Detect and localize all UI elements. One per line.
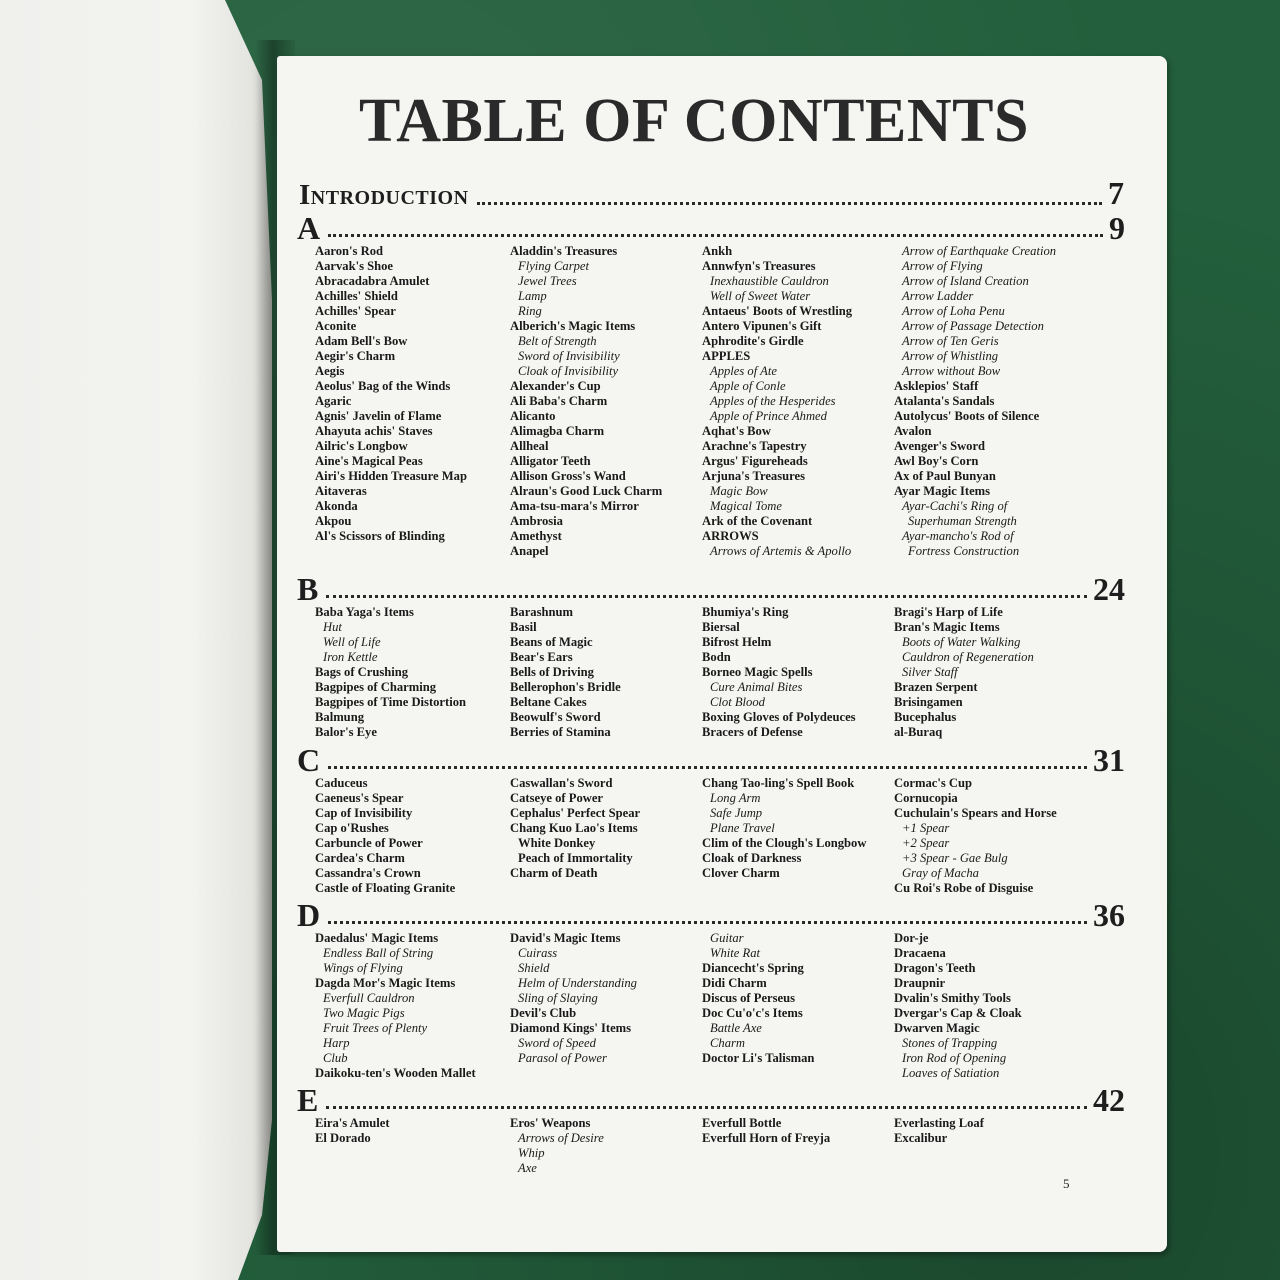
toc-entry: Everlasting Loaf bbox=[894, 1116, 984, 1130]
toc-entry: Adam Bell's Bow bbox=[315, 334, 408, 348]
toc-subentry: Two Magic Pigs bbox=[323, 1006, 405, 1020]
toc-entry: Baba Yaga's Items bbox=[315, 605, 414, 619]
toc-entry: Bifrost Helm bbox=[702, 635, 772, 649]
toc-entry: Doc Cu'o'c's Items bbox=[702, 1006, 803, 1020]
toc-subentry: Superhuman Strength bbox=[908, 514, 1017, 528]
toc-subentry: Whip bbox=[518, 1146, 545, 1160]
toc-entry: Antaeus' Boots of Wrestling bbox=[702, 304, 853, 318]
section-a-header bbox=[297, 208, 1125, 244]
dot-leader bbox=[328, 766, 1087, 769]
toc-column bbox=[510, 1116, 702, 1176]
toc-entry: Bran's Magic Items bbox=[894, 620, 1000, 634]
section-b bbox=[297, 569, 1125, 740]
section-b-header bbox=[297, 569, 1125, 605]
toc-entry: Awl Boy's Corn bbox=[894, 454, 979, 468]
toc-subentry: +3 Spear - Gae Bulg bbox=[902, 851, 1008, 865]
toc-entry: Ahayuta achis' Staves bbox=[315, 424, 433, 438]
toc-subentry: Cloak of Invisibility bbox=[518, 364, 619, 378]
toc-entry: Akpou bbox=[315, 514, 352, 528]
toc-entry: Bear's Ears bbox=[510, 650, 573, 664]
toc-entry: Amethyst bbox=[510, 529, 562, 543]
toc-entry: Annwfyn's Treasures bbox=[702, 259, 816, 273]
toc-subentry: Fortress Construction bbox=[908, 544, 1020, 558]
toc-subentry: Axe bbox=[518, 1161, 537, 1175]
toc-entry: Cephalus' Perfect Spear bbox=[510, 806, 641, 820]
toc-subentry: Arrow of Loha Penu bbox=[902, 304, 1005, 318]
toc-subentry: Iron Kettle bbox=[323, 650, 378, 664]
contents-page bbox=[277, 56, 1167, 1252]
toc-subentry: Fruit Trees of Plenty bbox=[323, 1021, 428, 1035]
toc-subentry: Club bbox=[323, 1051, 348, 1065]
toc-entry: Clim of the Clough's Longbow bbox=[702, 836, 867, 850]
toc-column bbox=[894, 931, 1104, 1081]
toc-column bbox=[510, 776, 702, 896]
toc-entry: Aarvak's Shoe bbox=[315, 259, 394, 273]
toc-subentry: Long Arm bbox=[710, 791, 761, 805]
toc-column bbox=[315, 244, 510, 559]
toc-entry: Alicanto bbox=[510, 409, 556, 423]
section-b-columns bbox=[315, 605, 1125, 740]
toc-entry: Didi Charm bbox=[702, 976, 767, 990]
toc-entry: Daikoku-ten's Wooden Mallet bbox=[315, 1066, 476, 1080]
toc-subentry: Silver Staff bbox=[902, 665, 958, 679]
toc-subentry: Sword of Speed bbox=[518, 1036, 596, 1050]
toc-subentry: White Rat bbox=[710, 946, 761, 960]
toc-subentry: Parasol of Power bbox=[518, 1051, 607, 1065]
toc-entry: Daedalus' Magic Items bbox=[315, 931, 439, 945]
toc-subentry: Magic Bow bbox=[710, 484, 768, 498]
toc-entry: Cu Roi's Robe of Disguise bbox=[894, 881, 1034, 895]
toc-subentry: Boots of Water Walking bbox=[902, 635, 1021, 649]
toc-column bbox=[702, 776, 894, 896]
toc-subentry: +2 Spear bbox=[902, 836, 950, 850]
toc-subentry: Flying Carpet bbox=[518, 259, 590, 273]
toc-entry: Balor's Eye bbox=[315, 725, 377, 739]
toc-entry: Bodn bbox=[702, 650, 731, 664]
toc-entry: Aphrodite's Girdle bbox=[702, 334, 804, 348]
toc-entry: Cormac's Cup bbox=[894, 776, 973, 790]
section-e-header bbox=[297, 1080, 1125, 1116]
toc-column bbox=[702, 244, 894, 559]
toc-column bbox=[894, 244, 1104, 559]
section-page-number: 36 bbox=[1093, 897, 1125, 933]
toc-entry: Allison Gross's Wand bbox=[510, 469, 626, 483]
toc-column bbox=[315, 1116, 510, 1176]
toc-entry: Cornucopia bbox=[894, 791, 958, 805]
toc-subentry: Apple of Conle bbox=[710, 379, 786, 393]
toc-entry: Draupnir bbox=[894, 976, 946, 990]
toc-subentry: Well of Sweet Water bbox=[710, 289, 811, 303]
toc-entry: Excalibur bbox=[894, 1131, 948, 1145]
toc-entry: Agnis' Javelin of Flame bbox=[315, 409, 442, 423]
toc-subentry: Iron Rod of Opening bbox=[902, 1051, 1007, 1065]
toc-entry: Bracers of Defense bbox=[702, 725, 803, 739]
toc-entry: Aqhat's Bow bbox=[702, 424, 771, 438]
toc-subentry: Arrow of Earthquake Creation bbox=[902, 244, 1057, 258]
section-letter: D bbox=[297, 897, 321, 933]
section-d bbox=[297, 895, 1125, 1081]
toc-column bbox=[510, 244, 702, 559]
toc-entry: Doctor Li's Talisman bbox=[702, 1051, 815, 1065]
dot-leader bbox=[477, 202, 1102, 205]
toc-subentry: Battle Axe bbox=[710, 1021, 762, 1035]
toc-subentry: Apples of Ate bbox=[710, 364, 777, 378]
toc-column bbox=[702, 1116, 894, 1176]
toc-entry: Anapel bbox=[510, 544, 549, 558]
toc-entry: Alligator Teeth bbox=[510, 454, 591, 468]
toc-entry: Carbuncle of Power bbox=[315, 836, 423, 850]
toc-entry: Aegis bbox=[315, 364, 345, 378]
toc-entry: Avalon bbox=[894, 424, 932, 438]
section-c-header bbox=[297, 740, 1125, 776]
toc-entry: Boxing Gloves of Polydeuces bbox=[702, 710, 856, 724]
toc-subentry: Belt of Strength bbox=[518, 334, 597, 348]
section-c-columns bbox=[315, 776, 1125, 896]
toc-entry: al-Buraq bbox=[894, 725, 943, 739]
section-d-header bbox=[297, 895, 1125, 931]
toc-entry: Achilles' Spear bbox=[315, 304, 396, 318]
toc-subentry: Arrow of Flying bbox=[902, 259, 983, 273]
toc-subentry: Arrow of Whistling bbox=[902, 349, 999, 363]
toc-entry: Ambrosia bbox=[510, 514, 563, 528]
toc-entry: Balmung bbox=[315, 710, 364, 724]
toc-entry: Akonda bbox=[315, 499, 358, 513]
toc-entry: Bucephalus bbox=[894, 710, 957, 724]
section-page-number: 9 bbox=[1109, 210, 1125, 246]
toc-subentry: Stones of Trapping bbox=[902, 1036, 998, 1050]
toc-subentry: Cauldron of Regeneration bbox=[902, 650, 1034, 664]
toc-entry: Aine's Magical Peas bbox=[315, 454, 423, 468]
toc-entry: Dvergar's Cap & Cloak bbox=[894, 1006, 1022, 1020]
section-a bbox=[297, 208, 1125, 559]
toc-subentry: Shield bbox=[518, 961, 550, 975]
toc-subentry: Peach of Immortality bbox=[518, 851, 633, 865]
toc-subentry: Loaves of Satiation bbox=[902, 1066, 1000, 1080]
toc-entry: Ali Baba's Charm bbox=[510, 394, 608, 408]
page-number: 5 bbox=[1063, 1176, 1070, 1191]
toc-subentry: Safe Jump bbox=[710, 806, 763, 820]
toc-entry: Bags of Crushing bbox=[315, 665, 409, 679]
toc-entry: Beltane Cakes bbox=[510, 695, 587, 709]
toc-entry: Asklepios' Staff bbox=[894, 379, 979, 393]
toc-subentry: Guitar bbox=[710, 931, 744, 945]
toc-subentry: Endless Ball of String bbox=[323, 946, 434, 960]
toc-column bbox=[894, 605, 1104, 740]
toc-entry: Basil bbox=[510, 620, 537, 634]
toc-entry: Ankh bbox=[702, 244, 733, 258]
section-page-number: 42 bbox=[1093, 1082, 1125, 1118]
toc-subentry: Cure Animal Bites bbox=[710, 680, 803, 694]
toc-column bbox=[894, 776, 1104, 896]
toc-entry: Chang Tao-ling's Spell Book bbox=[702, 776, 855, 790]
toc-entry: Dor-je bbox=[894, 931, 929, 945]
toc-subentry: Arrow of Passage Detection bbox=[902, 319, 1044, 333]
toc-entry: Chang Kuo Lao's Items bbox=[510, 821, 638, 835]
toc-subentry: Cuirass bbox=[518, 946, 558, 960]
toc-entry: Bragi's Harp of Life bbox=[894, 605, 1003, 619]
toc-entry: Achilles' Shield bbox=[315, 289, 398, 303]
dot-leader bbox=[328, 234, 1103, 237]
toc-column bbox=[894, 1116, 1104, 1176]
toc-column bbox=[702, 605, 894, 740]
toc-entry: Cap of Invisibility bbox=[315, 806, 413, 820]
section-letter: B bbox=[297, 571, 319, 607]
toc-entry: Aconite bbox=[315, 319, 357, 333]
toc-entry: ARROWS bbox=[702, 529, 759, 543]
toc-entry: Diamond Kings' Items bbox=[510, 1021, 632, 1035]
toc-entry: Aaron's Rod bbox=[315, 244, 383, 258]
toc-column bbox=[315, 776, 510, 896]
toc-column bbox=[315, 931, 510, 1081]
toc-entry: Allheal bbox=[510, 439, 549, 453]
toc-entry: Catseye of Power bbox=[510, 791, 604, 805]
toc-subentry: Lamp bbox=[518, 289, 547, 303]
toc-entry: Atalanta's Sandals bbox=[894, 394, 995, 408]
toc-entry: Brazen Serpent bbox=[894, 680, 978, 694]
toc-entry: Autolycus' Boots of Silence bbox=[894, 409, 1040, 423]
toc-entry: APPLES bbox=[702, 349, 751, 363]
section-page-number: 31 bbox=[1093, 742, 1125, 778]
toc-subentry: Arrow of Ten Geris bbox=[902, 334, 999, 348]
toc-entry: Biersal bbox=[702, 620, 740, 634]
toc-entry: Caduceus bbox=[315, 776, 368, 790]
toc-entry: El Dorado bbox=[315, 1131, 371, 1145]
toc-subentry: Charm bbox=[710, 1036, 745, 1050]
dot-leader bbox=[328, 921, 1087, 924]
toc-entry: Airi's Hidden Treasure Map bbox=[315, 469, 467, 483]
toc-entry: Bellerophon's Bridle bbox=[510, 680, 621, 694]
toc-subentry: Helm of Understanding bbox=[518, 976, 637, 990]
toc-subentry: Arrow of Island Creation bbox=[902, 274, 1029, 288]
toc-subentry: Arrow without Bow bbox=[902, 364, 1001, 378]
toc-subentry: +1 Spear bbox=[902, 821, 950, 835]
toc-entry: Alberich's Magic Items bbox=[510, 319, 636, 333]
toc-entry: Berries of Stamina bbox=[510, 725, 611, 739]
toc-entry: Aladdin's Treasures bbox=[510, 244, 618, 258]
toc-entry: Aeolus' Bag of the Winds bbox=[315, 379, 451, 393]
left-page-bleed-through bbox=[0, 10, 25, 171]
toc-entry: Cloak of Darkness bbox=[702, 851, 802, 865]
toc-subentry: Plane Travel bbox=[710, 821, 775, 835]
toc-subentry: Hut bbox=[323, 620, 342, 634]
toc-entry: Bagpipes of Time Distortion bbox=[315, 695, 467, 709]
toc-entry: Charm of Death bbox=[510, 866, 598, 880]
toc-entry: Dvalin's Smithy Tools bbox=[894, 991, 1011, 1005]
toc-entry: Ax of Paul Bunyan bbox=[894, 469, 996, 483]
section-d-columns bbox=[315, 931, 1125, 1081]
toc-subentry: Sword of Invisibility bbox=[518, 349, 620, 363]
toc-subentry: Well of Life bbox=[323, 635, 381, 649]
section-letter: E bbox=[297, 1082, 319, 1118]
toc-entry: Alraun's Good Luck Charm bbox=[510, 484, 663, 498]
toc-subentry: Wings of Flying bbox=[323, 961, 403, 975]
section-letter: A bbox=[297, 210, 321, 246]
toc-subentry: Everfull Cauldron bbox=[323, 991, 415, 1005]
toc-subentry: Gray of Macha bbox=[902, 866, 979, 880]
toc-subentry: Harp bbox=[323, 1036, 350, 1050]
section-letter: C bbox=[297, 742, 321, 778]
toc-subentry: White Donkey bbox=[518, 836, 596, 850]
toc-column bbox=[510, 605, 702, 740]
toc-entry: Brisingamen bbox=[894, 695, 963, 709]
page-title: TABLE OF CONTENTS bbox=[359, 87, 1029, 155]
toc-subentry: Arrows of Artemis & Apollo bbox=[710, 544, 852, 558]
toc-entry: Ama-tsu-mara's Mirror bbox=[510, 499, 639, 513]
toc-entry: Caeneus's Spear bbox=[315, 791, 404, 805]
toc-entry: Eira's Amulet bbox=[315, 1116, 390, 1130]
toc-entry: Barashnum bbox=[510, 605, 573, 619]
toc-entry: Everfull Horn of Freyja bbox=[702, 1131, 831, 1145]
toc-entry: Argus' Figureheads bbox=[702, 454, 808, 468]
toc-entry: Beowulf's Sword bbox=[510, 710, 601, 724]
toc-column bbox=[510, 931, 702, 1081]
toc-entry: Arachne's Tapestry bbox=[702, 439, 807, 453]
toc-entry: Cuchulain's Spears and Horse bbox=[894, 806, 1057, 820]
toc-entry: Discus of Perseus bbox=[702, 991, 796, 1005]
toc-entry: Dracaena bbox=[894, 946, 946, 960]
toc-entry: Alexander's Cup bbox=[510, 379, 601, 393]
left-page bbox=[0, 0, 272, 1280]
section-e-columns bbox=[315, 1116, 1125, 1176]
toc-subentry: Ring bbox=[518, 304, 542, 318]
toc-entry: Borneo Magic Spells bbox=[702, 665, 813, 679]
toc-entry: Alimagba Charm bbox=[510, 424, 605, 438]
toc-subentry: Inexhaustible Cauldron bbox=[710, 274, 829, 288]
toc-subentry: Ayar-Cachi's Ring of bbox=[902, 499, 1008, 513]
section-c bbox=[297, 740, 1125, 896]
toc-entry: Cardea's Charm bbox=[315, 851, 405, 865]
toc-entry: Clover Charm bbox=[702, 866, 780, 880]
dot-leader bbox=[326, 595, 1087, 598]
toc-entry: Castle of Floating Granite bbox=[315, 881, 456, 895]
toc-entry: Cap o'Rushes bbox=[315, 821, 389, 835]
introduction-page-number: 7 bbox=[1108, 175, 1124, 211]
toc-entry: Arjuna's Treasures bbox=[702, 469, 805, 483]
toc-entry: Caswallan's Sword bbox=[510, 776, 613, 790]
toc-entry: David's Magic Items bbox=[510, 931, 621, 945]
toc-entry: Abracadabra Amulet bbox=[315, 274, 430, 288]
introduction-label: Introduction bbox=[299, 179, 469, 211]
toc-subentry: Arrow Ladder bbox=[902, 289, 974, 303]
section-a-columns bbox=[315, 244, 1125, 559]
toc-entry: Al's Scissors of Blinding bbox=[315, 529, 445, 543]
toc-entry: Dragon's Teeth bbox=[894, 961, 976, 975]
toc-entry: Dwarven Magic bbox=[894, 1021, 980, 1035]
toc-column bbox=[702, 931, 894, 1081]
toc-subentry: Apple of Prince Ahmed bbox=[710, 409, 827, 423]
toc-entry: Bhumiya's Ring bbox=[702, 605, 789, 619]
toc-entry: Aitaveras bbox=[315, 484, 367, 498]
toc-entry: Ayar Magic Items bbox=[894, 484, 991, 498]
toc-entry: Bells of Driving bbox=[510, 665, 594, 679]
toc-entry: Bagpipes of Charming bbox=[315, 680, 437, 694]
section-page-number: 24 bbox=[1093, 571, 1125, 607]
toc-introduction-row bbox=[299, 172, 1124, 212]
toc-entry: Ark of the Covenant bbox=[702, 514, 813, 528]
toc-subentry: Arrows of Desire bbox=[518, 1131, 604, 1145]
toc-entry: Dagda Mor's Magic Items bbox=[315, 976, 456, 990]
toc-subentry: Sling of Slaying bbox=[518, 991, 598, 1005]
toc-entry: Eros' Weapons bbox=[510, 1116, 591, 1130]
toc-entry: Beans of Magic bbox=[510, 635, 593, 649]
toc-entry: Aegir's Charm bbox=[315, 349, 396, 363]
toc-subentry: Jewel Trees bbox=[518, 274, 577, 288]
section-e bbox=[297, 1080, 1125, 1176]
toc-entry: Ailric's Longbow bbox=[315, 439, 408, 453]
toc-entry: Devil's Club bbox=[510, 1006, 577, 1020]
toc-entry: Agaric bbox=[315, 394, 352, 408]
toc-subentry: Apples of the Hesperides bbox=[710, 394, 836, 408]
dot-leader bbox=[326, 1106, 1087, 1109]
toc-subentry: Ayar-mancho's Rod of bbox=[902, 529, 1014, 543]
toc-entry: Everfull Bottle bbox=[702, 1116, 782, 1130]
toc-column bbox=[315, 605, 510, 740]
toc-entry: Antero Vipunen's Gift bbox=[702, 319, 822, 333]
toc-entry: Diancecht's Spring bbox=[702, 961, 804, 975]
toc-entry: Cassandra's Crown bbox=[315, 866, 421, 880]
toc-subentry: Magical Tome bbox=[710, 499, 782, 513]
toc-entry: Avenger's Sword bbox=[894, 439, 986, 453]
toc-subentry: Clot Blood bbox=[710, 695, 765, 709]
